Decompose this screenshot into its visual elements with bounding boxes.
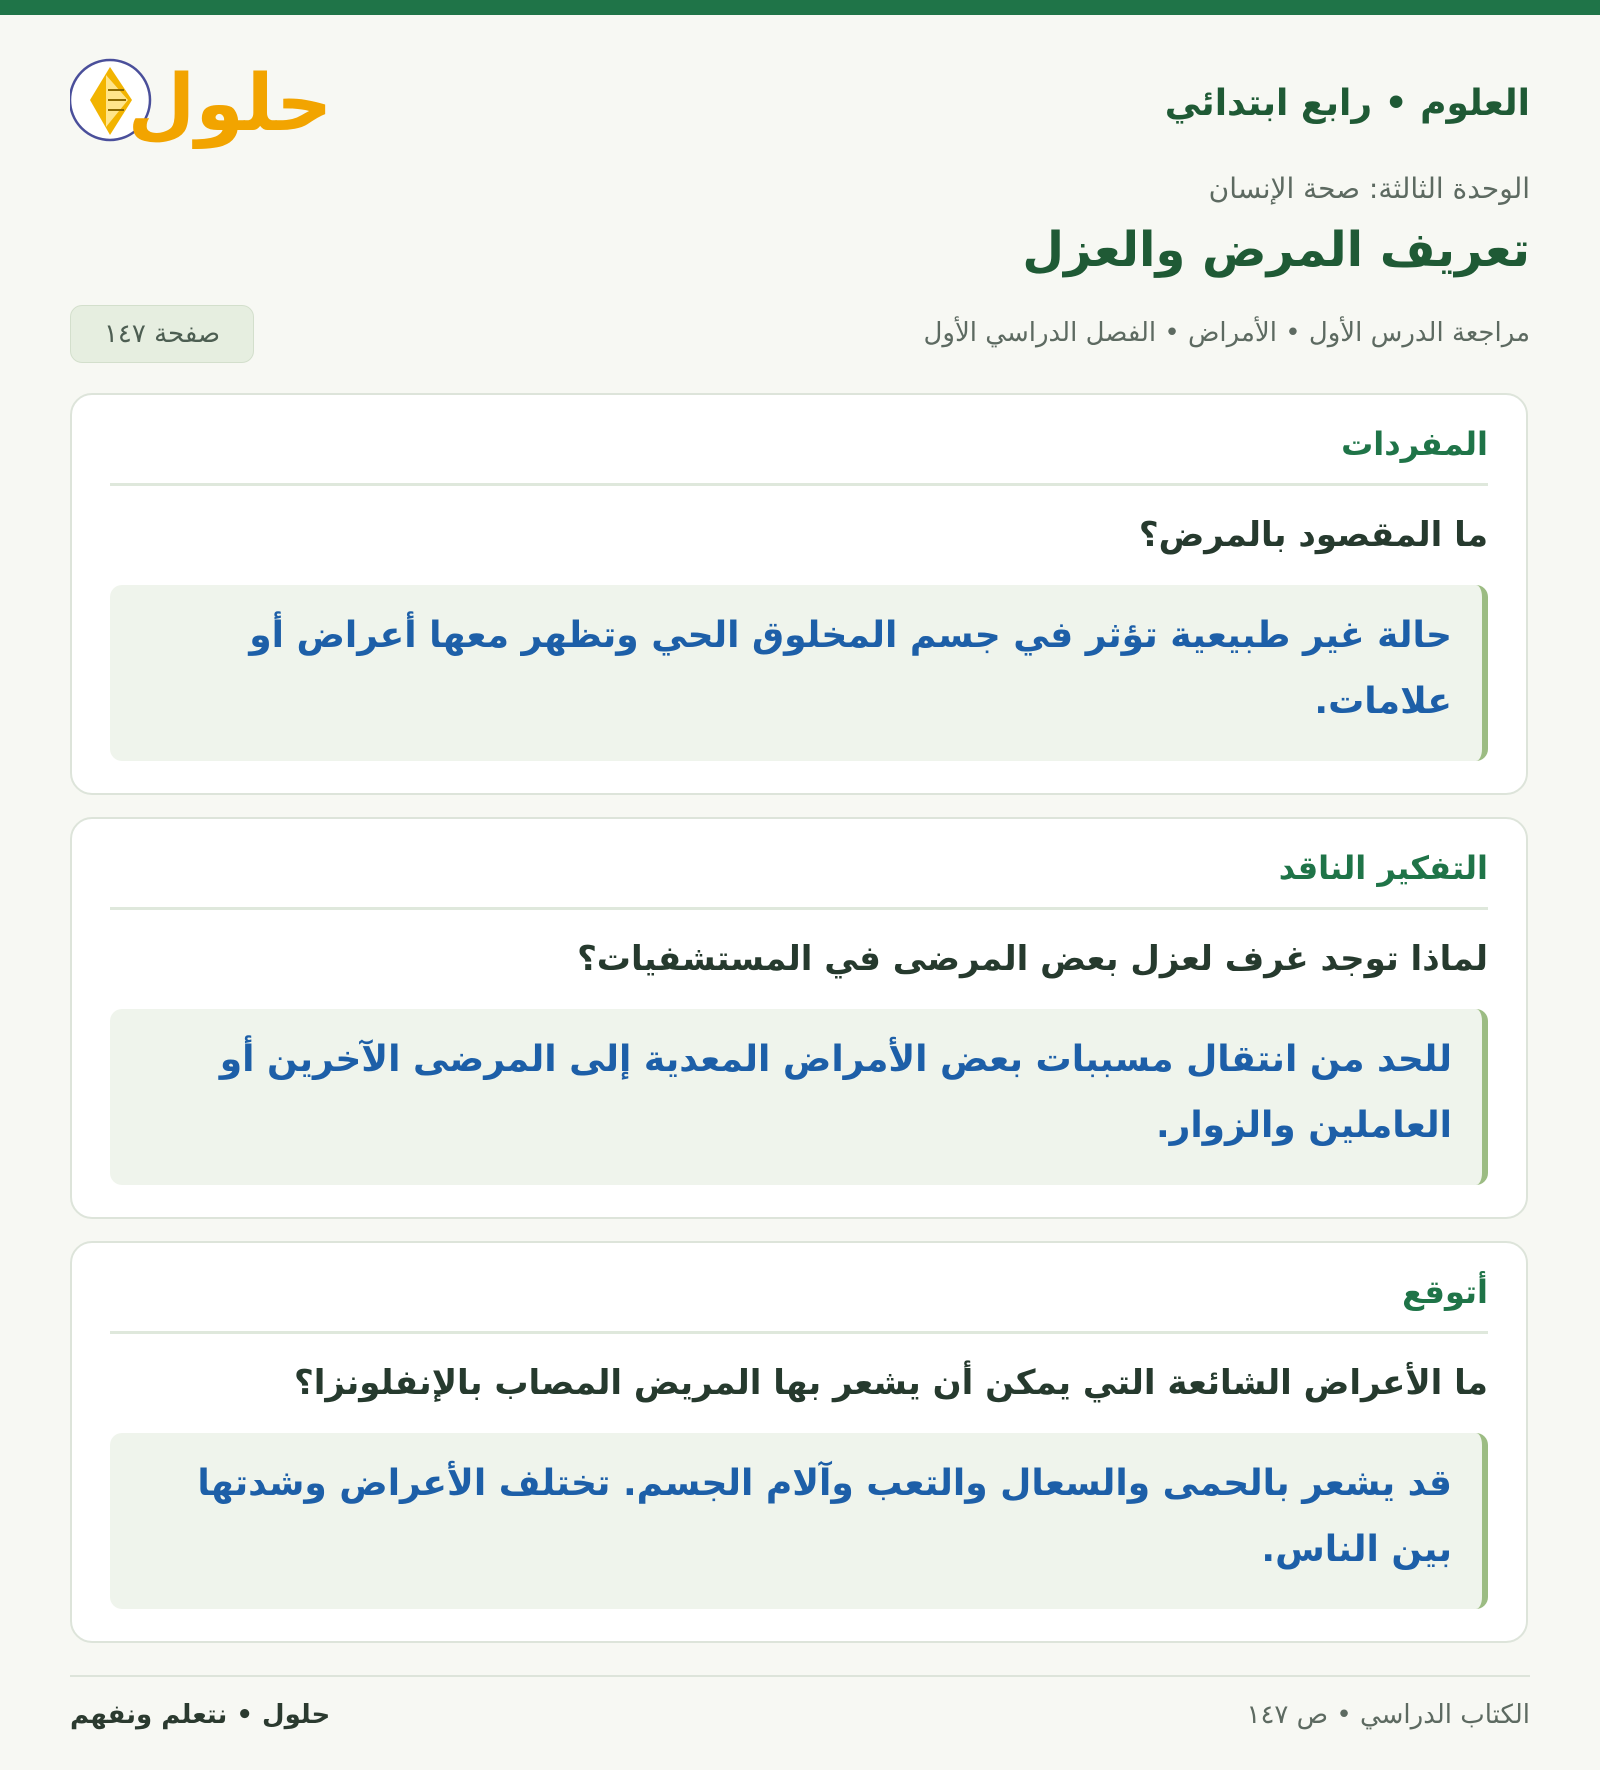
page-title: تعريف المرض والعزل xyxy=(1022,222,1530,278)
footer-divider xyxy=(70,1675,1530,1677)
footer-brand: حلول • نتعلم ونفهم xyxy=(70,1700,331,1730)
page-number-badge: صفحة ١٤٧ xyxy=(70,305,254,363)
section-title: المفردات xyxy=(1341,425,1488,463)
section-card-prediction xyxy=(70,1241,1528,1643)
section-divider xyxy=(110,907,1488,910)
section-title: التفكير الناقد xyxy=(1278,849,1488,887)
logo-wordmark: حلول xyxy=(127,59,333,149)
section-divider xyxy=(110,483,1488,486)
book-pencil-icon xyxy=(70,45,350,155)
section-divider xyxy=(110,1331,1488,1334)
section-card-critical-thinking xyxy=(70,817,1528,1219)
section-question: ما المقصود بالمرض؟ xyxy=(1138,515,1488,555)
top-accent-bar xyxy=(0,0,1600,15)
section-answer: للحد من انتقال مسببات بعض الأمراض المعدية إلى المرضى الآخرين أو العاملين والزوار. xyxy=(110,1009,1488,1185)
section-question: لماذا توجد غرف لعزل بعض المرضى في المستشفيات؟ xyxy=(577,939,1488,979)
section-answer: قد يشعر بالحمى والسعال والتعب وآلام الجسم. تختلف الأعراض وشدتها بين الناس. xyxy=(110,1433,1488,1609)
section-question: ما الأعراض الشائعة التي يمكن أن يشعر بها المريض المصاب بالإنفلونزا؟ xyxy=(293,1363,1488,1403)
subject-title: العلوم • رابع ابتدائي xyxy=(1164,83,1530,124)
unit-label: الوحدة الثالثة: صحة الإنسان xyxy=(1208,172,1530,205)
section-title: أتوقع xyxy=(1402,1273,1488,1311)
footer-book-reference: الكتاب الدراسي • ص ١٤٧ xyxy=(1246,1700,1530,1730)
page-header xyxy=(70,45,1530,155)
section-card-vocabulary xyxy=(70,393,1528,795)
section-answer: حالة غير طبيعية تؤثر في جسم المخلوق الحي وتظهر معها أعراض أو علامات. xyxy=(110,585,1488,761)
lesson-meta: مراجعة الدرس الأول • الأمراض • الفصل الدراسي الأول xyxy=(923,318,1530,348)
